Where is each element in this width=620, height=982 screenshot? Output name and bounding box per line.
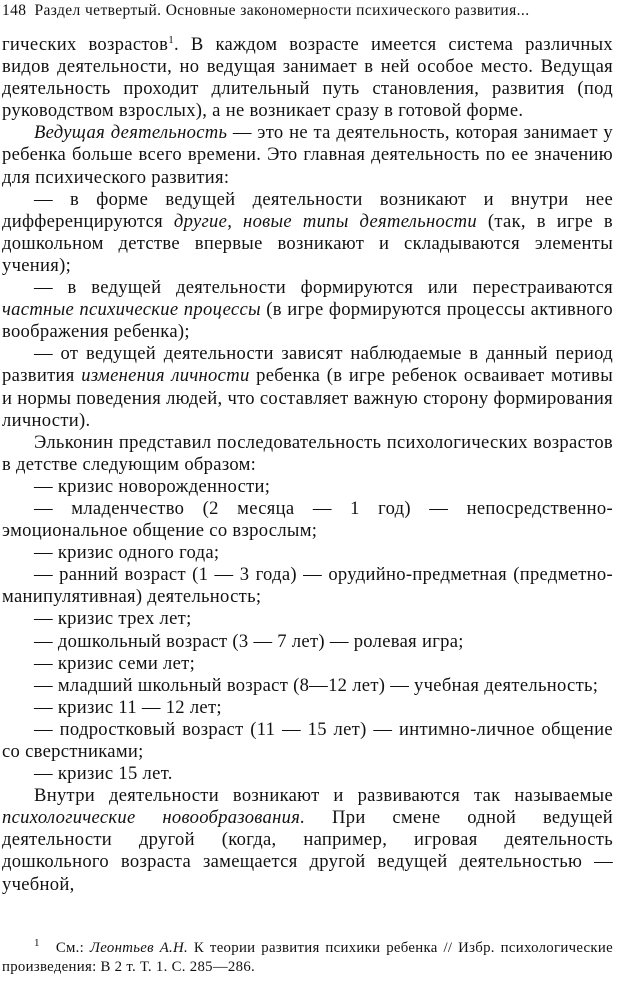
paragraph-text: гических возрастов <box>2 34 169 55</box>
list-item: — ранний возраст (1 — 3 года) — орудийно-предметная (предметно-манипулятивная) деятельность; <box>2 564 613 608</box>
paragraph-text: — это не та деятельность, которая занимает у ребенка больше всего времени. Это главная деятельность по ее значению для психического развития: <box>2 122 613 188</box>
emphasis: Ведущая деятельность <box>34 122 228 144</box>
list-item: — младший школьный возраст (8—12 лет) — учебная деятельность; <box>34 674 599 696</box>
paragraph-text: — от ведущей деятельности зависят наблюдаемые в данный период развития <box>2 343 613 387</box>
emphasis: частные психические процессы <box>2 299 261 321</box>
footnote-text <box>2 939 613 977</box>
list-item: — кризис новорожденности; <box>34 475 271 497</box>
paragraph-text: (так, в игре в дошкольном детстве впервые возникают и складываются элементы учения); <box>2 210 613 276</box>
footnote-author: Леонтьев А.Н. <box>89 940 189 956</box>
list-item: — подростковый возраст (11 — 15 лет) — интимно-личное общение со сверстниками; <box>2 718 613 762</box>
paragraph-text: При смене одной ведущей деятельности другой (когда, например, игровая деятельность дошкольного возраста замещается другой ведущей деятельностью — учебной, <box>2 807 614 895</box>
paragraph <box>2 122 613 188</box>
footnote-ref: 1 <box>168 33 175 46</box>
paragraph-text: (в игре формируются процессы активного воображения ребенка); <box>2 299 613 343</box>
footnote-citation: К теории развития психики ребенка // Избр. психологические произведения: В 2 т. Т. 1. С. 285—286. <box>2 940 613 975</box>
paragraph-text: Внутри деятельности возникают и развиваются так называемые <box>34 785 613 807</box>
body-text <box>2 34 613 896</box>
list-item: — кризис 11 — 12 лет; <box>34 696 222 718</box>
list-item: — кризис трех лет; <box>34 608 192 630</box>
list-item: — кризис 15 лет. <box>34 763 173 785</box>
emphasis: изменения личности <box>81 365 250 387</box>
list-item: — дошкольный возраст (3 — 7 лет) — ролевая игра; <box>34 630 464 652</box>
footnote-prefix: См.: <box>55 940 90 956</box>
paragraph-text: — в форме ведущей деятельности возникают и внутри нее дифференцируются <box>2 188 613 232</box>
paragraph: Эльконин представил последовательность психологических возрастов в детстве следующим образом: <box>2 431 613 475</box>
paragraph <box>2 189 613 277</box>
paragraph-text: . В каждом возрасте имеется система различных видов деятельности, но ведущая занимает в ней особое место. Ведущая деятельность проходит длительный путь становления, развития (под руководством взрослых), а не возникает сразу в готовой форме. <box>2 34 613 122</box>
paragraph <box>2 277 613 343</box>
page-number: 148 <box>2 2 27 19</box>
list-item: — кризис одного года; <box>34 542 220 564</box>
paragraph <box>2 785 613 895</box>
footnote-mark: 1 <box>34 937 40 950</box>
list-item: — кризис семи лет; <box>34 652 196 674</box>
paragraph-text: — в ведущей деятельности формируются или перестраиваются <box>34 277 613 299</box>
paragraph <box>2 343 613 431</box>
emphasis: психологические новообразования. <box>2 807 306 829</box>
footnote <box>2 939 613 977</box>
list-item: — младенчество (2 месяца — 1 год) — непосредственно-эмоциональное общение со взрослым; <box>2 497 613 542</box>
paragraph <box>2 34 613 122</box>
running-title: Раздел четвертый. Основные закономерности психического развития... <box>34 2 530 19</box>
paragraph-text: ребенка (в игре ребенок осваивает мотивы и нормы поведения людей, что составляет важную сторону формирования личности). <box>2 365 613 431</box>
running-header <box>2 0 612 22</box>
emphasis: другие, новые типы деятельности <box>173 210 477 232</box>
